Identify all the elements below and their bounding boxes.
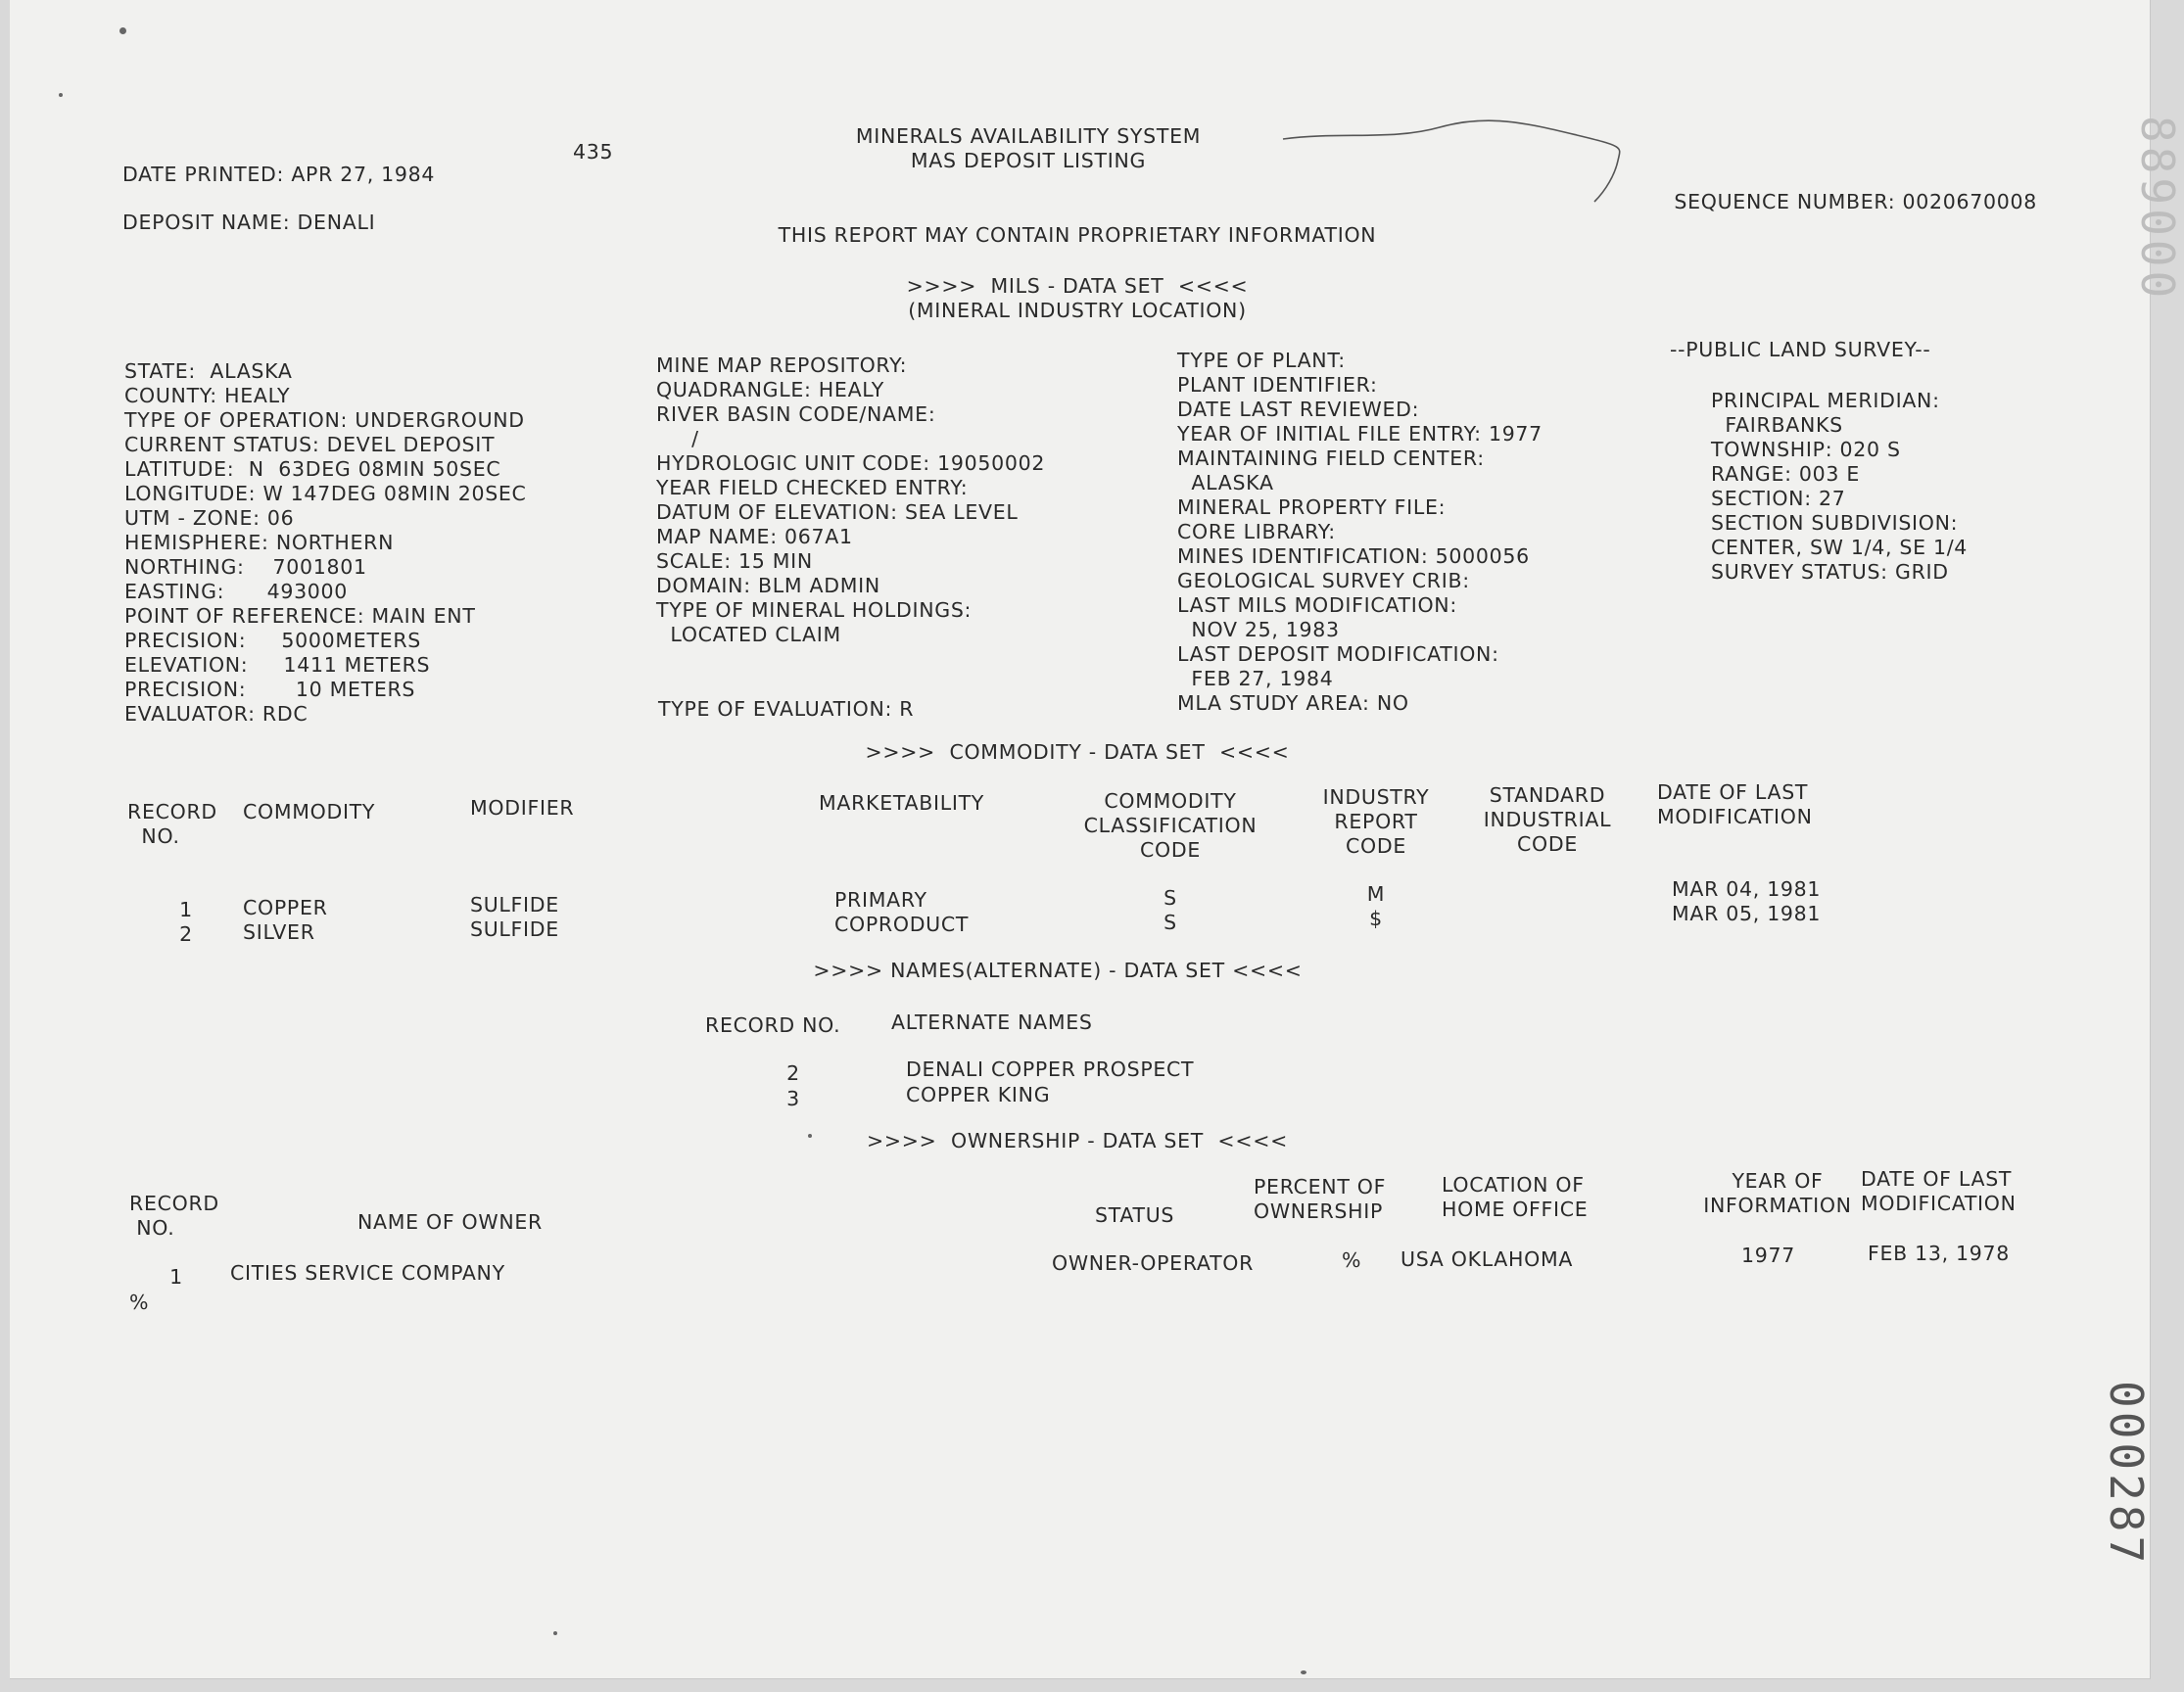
- column-header: STANDARD INDUSTRIAL CODE: [1483, 783, 1612, 856]
- mils-line: /: [656, 427, 699, 450]
- mils-line: UTM - ZONE: 06: [124, 506, 295, 530]
- mils-line: YEAR FIELD CHECKED ENTRY:: [656, 476, 969, 499]
- cell-date: FEB 13, 1978: [1868, 1242, 2011, 1265]
- cell-date: MAR 04, 1981: [1672, 877, 1822, 901]
- mils-line: COUNTY: HEALY: [124, 384, 291, 407]
- ownership-heading: >>>> OWNERSHIP - DATA SET <<<<: [867, 1129, 1288, 1152]
- pen-scribble: [1283, 121, 1636, 210]
- scan-speck: [59, 93, 63, 97]
- alternate-name: DENALI COPPER PROSPECT: [906, 1058, 1195, 1081]
- survey-line: FAIRBANKS: [1711, 413, 1843, 437]
- mils-line: GEOLOGICAL SURVEY CRIB:: [1177, 569, 1470, 592]
- cell-record: 1: [169, 1265, 183, 1289]
- names-heading: >>>> NAMES(ALTERNATE) - DATA SET <<<<: [813, 959, 1303, 982]
- mils-line: LAST MILS MODIFICATION:: [1177, 593, 1457, 617]
- survey-line: PRINCIPAL MERIDIAN:: [1711, 389, 1940, 412]
- mils-line: NORTHING: 7001801: [124, 555, 367, 579]
- mils-subheading: (MINERAL INDUSTRY LOCATION): [908, 299, 1247, 322]
- mils-line: QUADRANGLE: HEALY: [656, 378, 884, 401]
- survey-line: TOWNSHIP: 020 S: [1711, 438, 1901, 461]
- cell-record: 1: [179, 898, 193, 921]
- mils-line: MAP NAME: 067A1: [656, 525, 853, 548]
- alternate-name: COPPER KING: [906, 1083, 1051, 1106]
- mils-line: EASTING: 493000: [124, 580, 349, 603]
- scan-speck: [553, 1631, 557, 1635]
- column-header: MARKETABILITY: [819, 791, 985, 815]
- scan-speck: [1301, 1670, 1306, 1674]
- scan-speck: [808, 1134, 812, 1138]
- cell-status: OWNER-OPERATOR: [1052, 1251, 1255, 1275]
- mils-line: MAINTAINING FIELD CENTER:: [1177, 446, 1485, 470]
- column-header: DATE OF LAST MODIFICATION: [1861, 1167, 2017, 1215]
- commodity-heading: >>>> COMMODITY - DATA SET <<<<: [865, 740, 1290, 764]
- system-title: MINERALS AVAILABILITY SYSTEM: [855, 124, 1202, 148]
- document-page: [10, 0, 2184, 1679]
- mils-line: YEAR OF INITIAL FILE ENTRY: 1977: [1177, 422, 1543, 446]
- mils-line: TYPE OF PLANT:: [1177, 349, 1346, 372]
- column-header: STATUS: [1095, 1203, 1175, 1227]
- mils-line: EVALUATOR: RDC: [124, 702, 309, 726]
- survey-line: SECTION: 27: [1711, 487, 1846, 510]
- mils-line: TYPE OF MINERAL HOLDINGS:: [656, 598, 973, 622]
- mils-line: LONGITUDE: W 147DEG 08MIN 20SEC: [124, 482, 527, 505]
- mils-line: LATITUDE: N 63DEG 08MIN 50SEC: [124, 457, 501, 481]
- stamp-number: 000287: [2100, 1381, 2153, 1568]
- cell-classification: S: [1163, 886, 1177, 910]
- column-header: COMMODITY CLASSIFICATION CODE: [1083, 789, 1258, 862]
- trailing-percent-mark: %: [129, 1291, 150, 1314]
- survey-line: RANGE: 003 E: [1711, 462, 1861, 486]
- stamp-number-faint: 889000: [2131, 116, 2184, 303]
- name-record: 3: [786, 1087, 800, 1110]
- survey-line: SECTION SUBDIVISION:: [1711, 511, 1959, 535]
- mils-line: DATUM OF ELEVATION: SEA LEVEL: [656, 500, 1019, 524]
- mils-line: PRECISION: 5000METERS: [124, 629, 421, 652]
- names-header-names: ALTERNATE NAMES: [891, 1010, 1093, 1034]
- mils-line: CORE LIBRARY:: [1177, 520, 1336, 543]
- mils-heading: >>>> MILS - DATA SET <<<<: [906, 274, 1249, 298]
- mils-line: ALASKA: [1177, 471, 1274, 494]
- type-of-evaluation: TYPE OF EVALUATION: R: [658, 697, 915, 721]
- cell-classification: S: [1163, 911, 1177, 934]
- cell-owner-name: CITIES SERVICE COMPANY: [230, 1261, 505, 1285]
- mils-line: NOV 25, 1983: [1177, 618, 1340, 641]
- listing-title: MAS DEPOSIT LISTING: [910, 149, 1147, 172]
- column-header: YEAR OF INFORMATION: [1703, 1169, 1852, 1217]
- cell-modifier: SULFIDE: [470, 917, 559, 941]
- column-header: COMMODITY: [243, 800, 376, 823]
- mils-line: ELEVATION: 1411 METERS: [124, 653, 431, 677]
- mils-line: STATE: ALASKA: [124, 359, 293, 383]
- mils-line: SCALE: 15 MIN: [656, 549, 813, 573]
- mils-line: TYPE OF OPERATION: UNDERGROUND: [124, 408, 525, 432]
- deposit-name: DEPOSIT NAME: DENALI: [122, 211, 376, 234]
- mils-line: MINERAL PROPERTY FILE:: [1177, 495, 1447, 519]
- cell-marketability: PRIMARY: [834, 888, 927, 912]
- cell-year: 1977: [1741, 1244, 1795, 1267]
- names-header-record: RECORD NO.: [705, 1013, 841, 1037]
- cell-commodity: SILVER: [243, 920, 315, 944]
- mils-line: LOCATED CLAIM: [656, 623, 841, 646]
- mils-line: HYDROLOGIC UNIT CODE: 19050002: [656, 451, 1046, 475]
- mils-line: POINT OF REFERENCE: MAIN ENT: [124, 604, 476, 628]
- mils-line: MINE MAP REPOSITORY:: [656, 353, 908, 377]
- cell-record: 2: [179, 922, 193, 946]
- column-header: RECORD NO.: [129, 1192, 219, 1240]
- date-printed: DATE PRINTED: APR 27, 1984: [122, 163, 436, 186]
- mils-line: MLA STUDY AREA: NO: [1177, 691, 1409, 715]
- mils-line: PLANT IDENTIFIER:: [1177, 373, 1378, 397]
- cell-industry: M: [1366, 882, 1386, 906]
- mils-line: RIVER BASIN CODE/NAME:: [656, 402, 936, 426]
- mils-line: DOMAIN: BLM ADMIN: [656, 574, 880, 597]
- mils-line: DATE LAST REVIEWED:: [1177, 398, 1420, 421]
- cell-date: MAR 05, 1981: [1672, 902, 1822, 925]
- mils-line: HEMISPHERE: NORTHERN: [124, 531, 395, 554]
- name-record: 2: [786, 1061, 800, 1085]
- proprietary-notice: THIS REPORT MAY CONTAIN PROPRIETARY INFORMATION: [778, 223, 1377, 247]
- survey-line: CENTER, SW 1/4, SE 1/4: [1711, 536, 1969, 559]
- column-header: NAME OF OWNER: [357, 1210, 543, 1234]
- mils-line: MINES IDENTIFICATION: 5000056: [1177, 544, 1530, 568]
- cell-commodity: COPPER: [243, 896, 328, 919]
- cell-location: USA OKLAHOMA: [1401, 1247, 1574, 1271]
- sequence-number: SEQUENCE NUMBER: 0020670008: [1674, 190, 2037, 213]
- mils-line: LAST DEPOSIT MODIFICATION:: [1177, 642, 1499, 666]
- column-header: PERCENT OF OWNERSHIP: [1254, 1175, 1387, 1223]
- mils-line: PRECISION: 10 METERS: [124, 678, 416, 701]
- column-header: MODIFIER: [470, 796, 575, 820]
- mils-line: FEB 27, 1984: [1177, 667, 1334, 690]
- page-number: 435: [573, 140, 614, 164]
- cell-modifier: SULFIDE: [470, 893, 559, 916]
- public-land-survey-heading: --PUBLIC LAND SURVEY--: [1670, 338, 1931, 361]
- column-header: LOCATION OF HOME OFFICE: [1442, 1173, 1589, 1221]
- column-header: DATE OF LAST MODIFICATION: [1657, 780, 1813, 828]
- mils-line: CURRENT STATUS: DEVEL DEPOSIT: [124, 433, 496, 456]
- cell-percent: %: [1342, 1248, 1362, 1272]
- survey-line: SURVEY STATUS: GRID: [1711, 560, 1949, 584]
- scan-speck: [119, 27, 126, 34]
- column-header: INDUSTRY REPORT CODE: [1322, 785, 1430, 858]
- cell-industry: $: [1369, 907, 1383, 930]
- cell-marketability: COPRODUCT: [834, 913, 970, 936]
- column-header: RECORD NO.: [127, 800, 217, 848]
